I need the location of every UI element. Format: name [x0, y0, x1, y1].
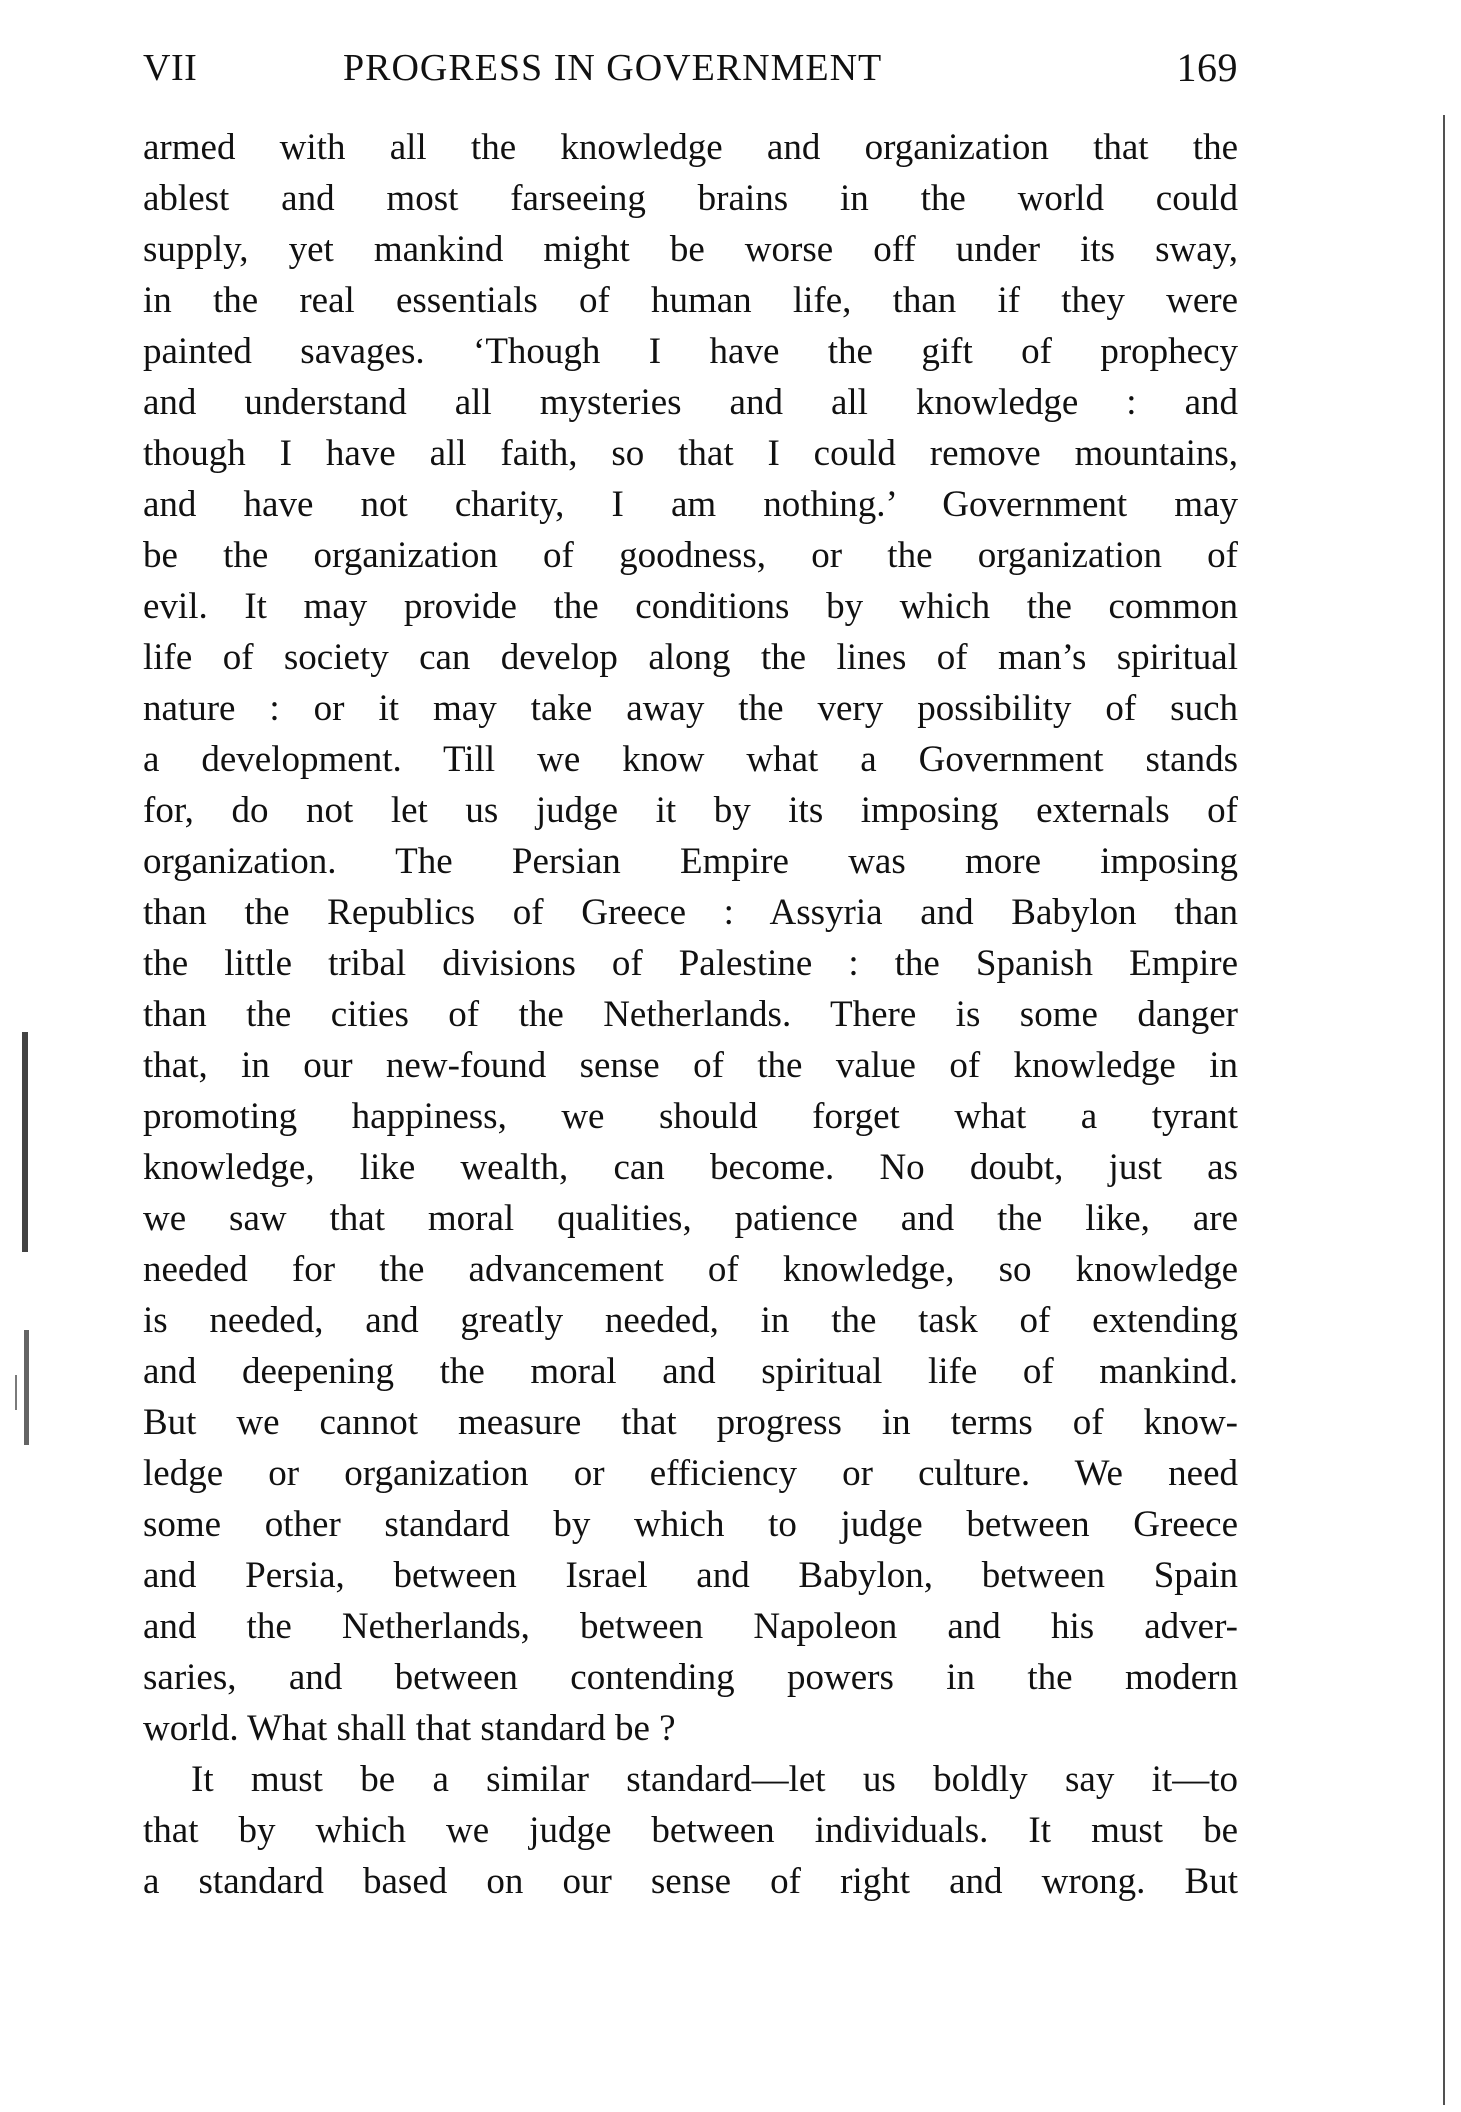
- text-line: life of society can develop along the lines of man’s spiritual: [143, 637, 1238, 678]
- chapter-number: VII: [143, 47, 198, 89]
- running-head: [143, 40, 1238, 96]
- text-line: and deepening the moral and spiritual life of mankind.: [143, 1351, 1238, 1392]
- scan-artifact: [15, 1375, 17, 1410]
- text-line: and Persia, between Israel and Babylon, between Spain: [143, 1555, 1238, 1596]
- text-line: be the organization of goodness, or the organization of: [143, 535, 1238, 576]
- text-line: needed for the advancement of knowledge, so knowledge: [143, 1249, 1238, 1290]
- running-title: PROGRESS IN GOVERNMENT: [343, 47, 883, 89]
- paragraph-2: [143, 1754, 1238, 1907]
- text-line: nature : or it may take away the very possibility of such: [143, 688, 1238, 729]
- text-line: some other standard by which to judge between Greece: [143, 1504, 1238, 1545]
- text-line: a standard based on our sense of right and wrong. But: [143, 1861, 1238, 1902]
- body-text: [143, 122, 1238, 1907]
- text-line: for, do not let us judge it by its imposing externals of: [143, 790, 1238, 831]
- text-line: world. What shall that standard be ?: [143, 1708, 676, 1749]
- text-line: a development. Till we know what a Government stands: [143, 739, 1238, 780]
- page-number: 169: [1176, 45, 1238, 90]
- text-line: supply, yet mankind might be worse off under its sway,: [143, 229, 1238, 270]
- text-line: and the Netherlands, between Napoleon and his adver-: [143, 1606, 1238, 1647]
- text-line: than the cities of the Netherlands. There is some danger: [143, 994, 1238, 1035]
- scan-artifact: [22, 1032, 28, 1252]
- text-line: knowledge, like wealth, can become. No doubt, just as: [143, 1147, 1238, 1188]
- scan-artifact: [24, 1330, 29, 1445]
- text-line: But we cannot measure that progress in terms of know-: [143, 1402, 1238, 1443]
- text-line: we saw that moral qualities, patience and the like, are: [143, 1198, 1238, 1239]
- paragraph-1: [143, 122, 1238, 1754]
- text-line: and understand all mysteries and all knowledge : and: [143, 382, 1238, 423]
- text-line: painted savages. ‘Though I have the gift of prophecy: [143, 331, 1238, 372]
- scan-edge-line: [1443, 115, 1445, 2105]
- text-line: promoting happiness, we should forget what a tyrant: [143, 1096, 1238, 1137]
- text-line: is needed, and greatly needed, in the task of extending: [143, 1300, 1238, 1341]
- text-line: that, in our new-found sense of the value of knowledge in: [143, 1045, 1238, 1086]
- text-line: ledge or organization or efficiency or culture. We need: [143, 1453, 1238, 1494]
- text-line: It must be a similar standard—let us boldly say it—to: [191, 1759, 1238, 1800]
- text-line: saries, and between contending powers in the modern: [143, 1657, 1238, 1698]
- text-line: than the Republics of Greece : Assyria and Babylon than: [143, 892, 1238, 933]
- text-line: ablest and most farseeing brains in the world could: [143, 178, 1238, 219]
- text-line: the little tribal divisions of Palestine : the Spanish Empire: [143, 943, 1238, 984]
- text-line: organization. The Persian Empire was more imposing: [143, 841, 1238, 882]
- text-line: though I have all faith, so that I could remove mountains,: [143, 433, 1238, 474]
- text-line: armed with all the knowledge and organization that the: [143, 127, 1238, 168]
- text-line: that by which we judge between individuals. It must be: [143, 1810, 1238, 1851]
- text-line: evil. It may provide the conditions by which the common: [143, 586, 1238, 627]
- text-line: in the real essentials of human life, than if they were: [143, 280, 1238, 321]
- text-line: and have not charity, I am nothing.’ Government may: [143, 484, 1238, 525]
